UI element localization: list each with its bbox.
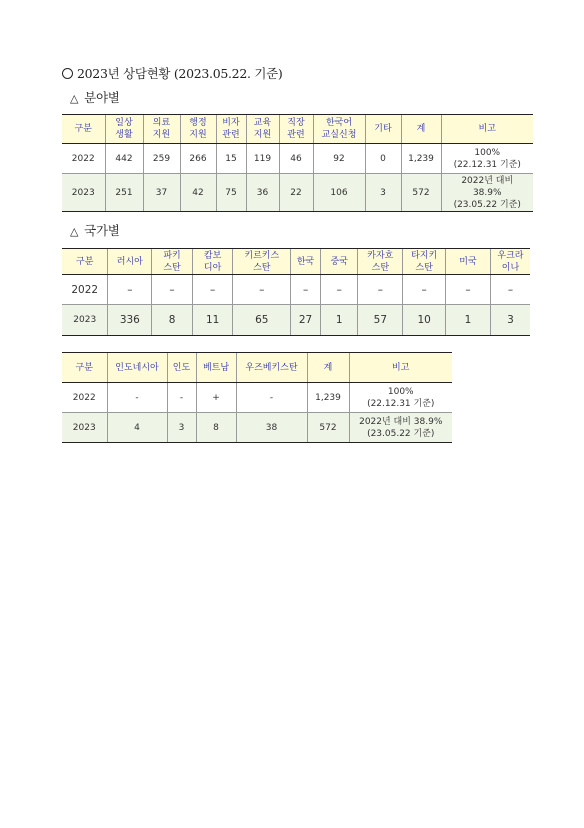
table-cell: 119 [246, 144, 279, 174]
table-cell: 2023 [62, 413, 107, 443]
table-cell: 2022 [62, 144, 105, 174]
table-cell: 336 [108, 305, 152, 336]
country-table [62, 248, 530, 336]
table-cell: 57 [358, 305, 403, 336]
table-cell: 92 [313, 144, 365, 174]
table-cell: 38 [236, 413, 307, 443]
table-cell: 3 [167, 413, 196, 443]
header-cell: 구분 [62, 115, 105, 144]
table-cell: 2022 [62, 275, 108, 305]
table-cell: 8 [152, 305, 193, 336]
header-cell: 구분 [62, 353, 107, 383]
table-cell: 442 [105, 144, 143, 174]
note-cell: 2022년 대비 38.9% (23.05.22 기준) [441, 174, 533, 212]
table-cell: 3 [365, 174, 401, 212]
table-cell: – [233, 275, 291, 305]
header-cell: 직장 관련 [279, 115, 313, 144]
table-cell: – [152, 275, 193, 305]
table-row [62, 275, 530, 305]
table-cell: 37 [143, 174, 180, 212]
table-cell: 46 [279, 144, 313, 174]
page-title-text: 2023년 상담현황 (2023.05.22. 기준) [77, 66, 283, 81]
table-cell: 27 [291, 305, 321, 336]
table-cell: 2023 [62, 174, 105, 212]
header-cell: 한국 [291, 249, 321, 275]
table-cell: 572 [307, 413, 349, 443]
note-cell: 2022년 대비 38.9% (23.05.22 기준) [349, 413, 452, 443]
table-cell: 1,239 [307, 383, 349, 413]
table-cell: – [358, 275, 403, 305]
table-cell: – [321, 275, 358, 305]
header-cell: 파키 스탄 [152, 249, 193, 275]
table-cell: 0 [365, 144, 401, 174]
header-cell: 행정 지원 [180, 115, 216, 144]
table-row [62, 383, 452, 413]
table-row [62, 305, 530, 336]
header-cell: 러시아 [108, 249, 152, 275]
table-cell: - [236, 383, 307, 413]
table-cell: + [196, 383, 236, 413]
header-cell: 계 [307, 353, 349, 383]
table-cell: 4 [107, 413, 167, 443]
triangle-bullet-icon: △ [70, 225, 79, 238]
table-row [62, 174, 533, 212]
table-cell: 3 [490, 305, 530, 336]
page-title [62, 64, 282, 82]
table-row [62, 144, 533, 174]
header-cell: 기타 [365, 115, 401, 144]
header-cell: 비고 [349, 353, 452, 383]
table-cell: 2022 [62, 383, 107, 413]
table-cell: 1,239 [401, 144, 441, 174]
table-cell: - [167, 383, 196, 413]
table-cell: – [192, 275, 233, 305]
header-cell: 우크라 이나 [490, 249, 530, 275]
header-cell: 구분 [62, 249, 108, 275]
header-cell: 비자 관련 [216, 115, 246, 144]
table-cell: 15 [216, 144, 246, 174]
table-cell: 11 [192, 305, 233, 336]
table-cell: 10 [403, 305, 446, 336]
section-heading-country-text: 국가별 [84, 223, 120, 238]
table-cell: 1 [321, 305, 358, 336]
header-cell: 인도네시아 [107, 353, 167, 383]
header-cell: 미국 [446, 249, 491, 275]
table-cell: 251 [105, 174, 143, 212]
header-cell: 키르키스 스탄 [233, 249, 291, 275]
header-cell: 일상 생활 [105, 115, 143, 144]
triangle-bullet-icon: △ [70, 92, 79, 105]
table-cell: 259 [143, 144, 180, 174]
table-cell: 2023 [62, 305, 108, 336]
country-table-2 [62, 352, 452, 443]
table-cell: 36 [246, 174, 279, 212]
header-cell: 의료 지원 [143, 115, 180, 144]
header-cell: 중국 [321, 249, 358, 275]
note-cell: 100% (22.12.31 기준) [441, 144, 533, 174]
field-table [62, 114, 533, 212]
table-cell: 75 [216, 174, 246, 212]
header-cell: 계 [401, 115, 441, 144]
table-cell: – [446, 275, 491, 305]
header-cell: 카자흐 스탄 [358, 249, 403, 275]
header-cell: 우즈베키스탄 [236, 353, 307, 383]
header-cell: 교육 지원 [246, 115, 279, 144]
table-cell: 106 [313, 174, 365, 212]
table-cell: 572 [401, 174, 441, 212]
header-cell: 비고 [441, 115, 533, 144]
header-cell: 인도 [167, 353, 196, 383]
section-heading-country [70, 221, 120, 239]
table-cell: 266 [180, 144, 216, 174]
table-cell: – [108, 275, 152, 305]
circle-bullet-icon [62, 68, 73, 79]
table-cell: - [107, 383, 167, 413]
table-cell: – [291, 275, 321, 305]
table-cell: – [403, 275, 446, 305]
table-cell: 42 [180, 174, 216, 212]
table-cell: 8 [196, 413, 236, 443]
header-cell: 캄보 디아 [192, 249, 233, 275]
table-cell: 22 [279, 174, 313, 212]
header-cell: 타지키 스탄 [403, 249, 446, 275]
section-heading-field-text: 분야별 [84, 90, 120, 105]
table-cell: 65 [233, 305, 291, 336]
header-cell: 베트남 [196, 353, 236, 383]
header-cell: 한국어 교실신청 [313, 115, 365, 144]
table-row [62, 413, 452, 443]
note-cell: 100% (22.12.31 기준) [349, 383, 452, 413]
table-cell: 1 [446, 305, 491, 336]
section-heading-field [70, 88, 120, 106]
table-cell: – [490, 275, 530, 305]
